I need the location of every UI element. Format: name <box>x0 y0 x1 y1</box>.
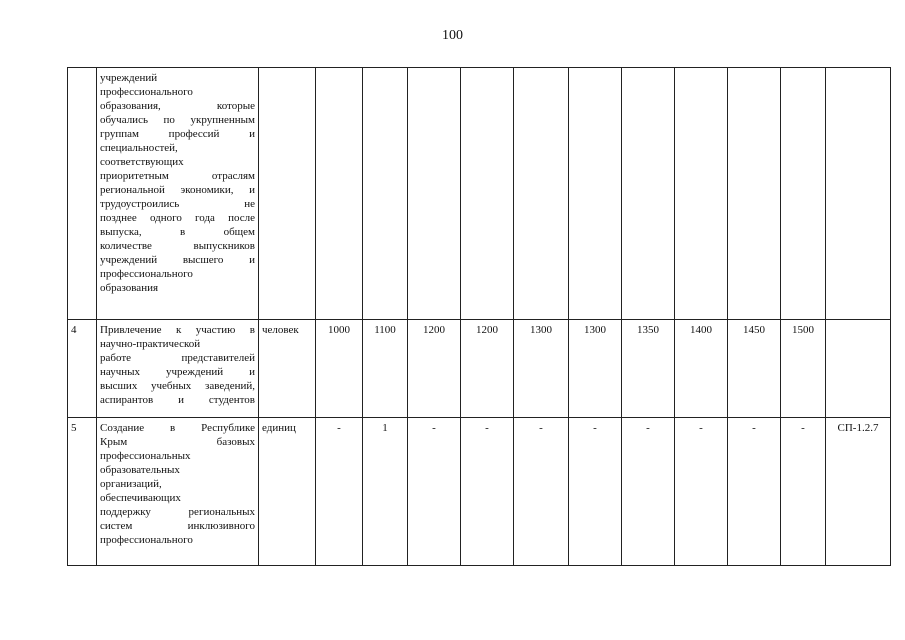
value-cell: 1450 <box>728 320 781 418</box>
row-number: 5 <box>68 418 97 566</box>
program-code-cell <box>826 68 891 320</box>
description-line: региональной экономики, и <box>100 184 255 196</box>
value-cell: - <box>728 418 781 566</box>
value-cell: 1100 <box>363 320 408 418</box>
value-cell: - <box>408 418 461 566</box>
indicator-description <box>97 418 259 566</box>
value-cell: - <box>781 418 826 566</box>
value-cell <box>408 68 461 320</box>
description-line: поддержку региональных <box>100 506 255 518</box>
description-line: Привлечение к участию в <box>100 324 255 336</box>
value-cell <box>781 68 826 320</box>
value-cell <box>514 68 569 320</box>
unit-cell <box>259 68 316 320</box>
value-cell <box>622 68 675 320</box>
value-cell: - <box>675 418 728 566</box>
page-number: 100 <box>442 28 463 43</box>
description-line: образования <box>100 282 159 294</box>
value-cell: 1500 <box>781 320 826 418</box>
description-line: обучались по укрупненным <box>100 114 255 126</box>
program-code-cell: СП-1.2.7 <box>826 418 891 566</box>
description-line: учреждений высшего и <box>100 254 255 266</box>
value-cell: 1 <box>363 418 408 566</box>
description-line: образования, которые <box>100 100 255 112</box>
description-line: научно-практической <box>100 338 201 350</box>
value-cell: 1300 <box>569 320 622 418</box>
value-cell: - <box>569 418 622 566</box>
unit-cell: единиц <box>259 418 316 566</box>
description-line: соответствующих <box>100 156 184 168</box>
value-cell: 1300 <box>514 320 569 418</box>
value-cell: - <box>461 418 514 566</box>
description-line: профессионального <box>100 534 193 546</box>
table-row <box>68 68 891 320</box>
description-line: профессионального <box>100 268 193 280</box>
value-cell: 1350 <box>622 320 675 418</box>
value-cell: - <box>622 418 675 566</box>
unit-cell: человек <box>259 320 316 418</box>
description-line: работе представителей <box>100 352 255 364</box>
value-cell <box>363 68 408 320</box>
description-line: обеспечивающих <box>100 492 181 504</box>
value-cell <box>675 68 728 320</box>
description-line: организаций, <box>100 478 162 490</box>
description-line: приоритетным отраслям <box>100 170 255 182</box>
description-line: специальностей, <box>100 142 178 154</box>
table-row <box>68 320 891 418</box>
description-line: количестве выпускников <box>100 240 255 252</box>
value-cell: 1000 <box>316 320 363 418</box>
description-line: образовательных <box>100 464 180 476</box>
description-line: высших учебных заведений, <box>100 380 255 392</box>
description-line: выпуска, в общем <box>100 226 255 238</box>
description-line: Крым базовых <box>100 436 255 448</box>
indicator-description <box>97 68 259 320</box>
description-line: профессионального <box>100 86 193 98</box>
indicator-description <box>97 320 259 418</box>
table-row <box>68 418 891 566</box>
description-line: Создание в Республике <box>100 422 255 434</box>
description-line: научных учреждений и <box>100 366 255 378</box>
row-number <box>68 68 97 320</box>
row-number: 4 <box>68 320 97 418</box>
indicator-table <box>67 67 891 566</box>
value-cell <box>569 68 622 320</box>
value-cell: 1400 <box>675 320 728 418</box>
value-cell <box>461 68 514 320</box>
value-cell <box>316 68 363 320</box>
description-line: профессиональных <box>100 450 191 462</box>
description-line: систем инклюзивного <box>100 520 255 532</box>
value-cell <box>728 68 781 320</box>
description-line: группам профессий и <box>100 128 255 140</box>
value-cell: - <box>316 418 363 566</box>
description-line: позднее одного года после <box>100 212 255 224</box>
description-line: трудоустроились не <box>100 198 255 210</box>
value-cell: - <box>514 418 569 566</box>
value-cell: 1200 <box>408 320 461 418</box>
program-code-cell <box>826 320 891 418</box>
description-line: аспирантов и студентов <box>100 394 255 406</box>
description-line: учреждений <box>100 72 158 84</box>
value-cell: 1200 <box>461 320 514 418</box>
